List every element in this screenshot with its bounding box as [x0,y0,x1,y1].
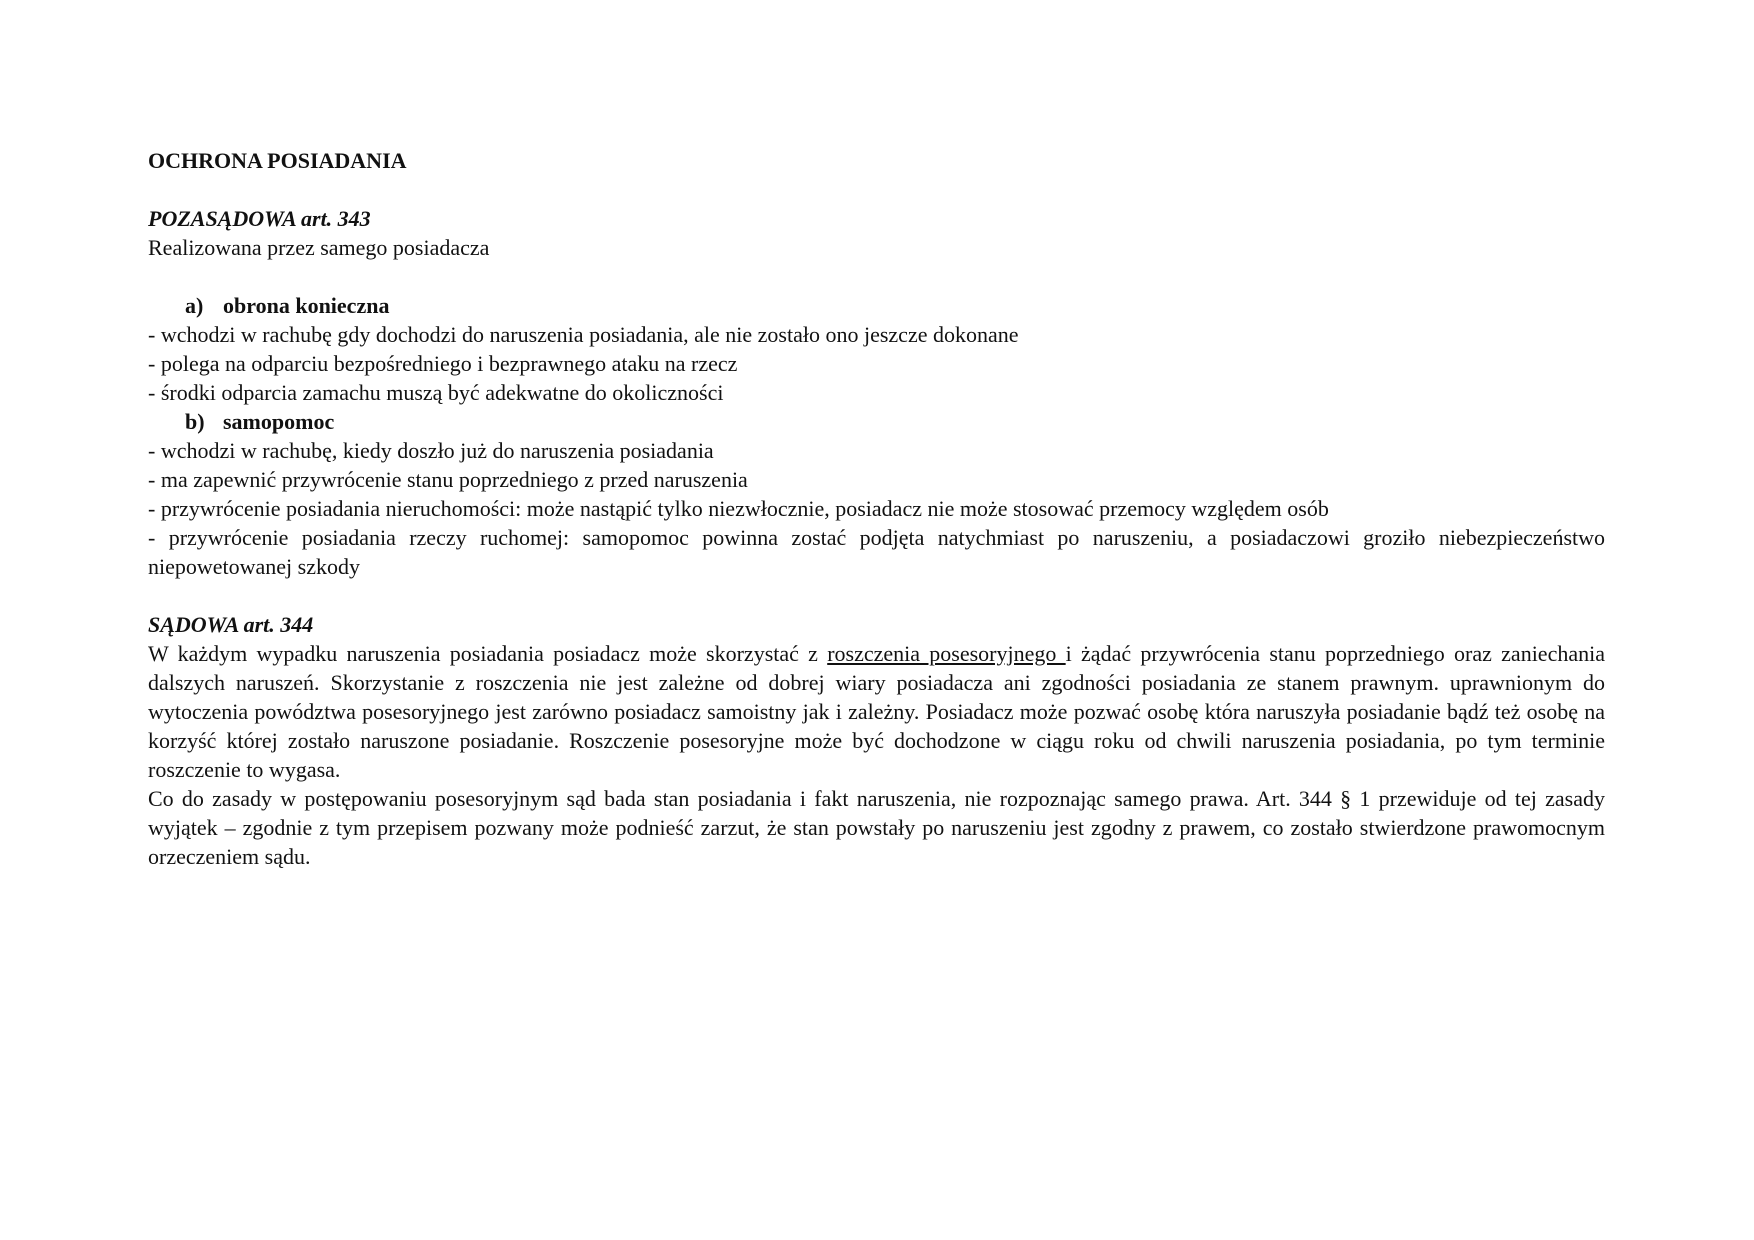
paragraph-text: i żądać przywrócenia stanu poprzedniego oraz zaniechania dalszych naruszeń. Skorzystanie z roszczenia nie jest zależne od dobrej wiary posiadacza ani zgodności posiadania ze stanem prawnym. uprawnionym do wytoczenia powództwa posesoryjnego jest zarówno posiadacz samoistny jak i zależny. Posiadacz może pozwać osobę która naruszyła posiadanie bądź też osobę na korzyść której zostało naruszone posiadanie. Roszczenie posesoryjne może być dochodzone w ciągu roku od chwili naruszenia posiadania, po tym terminie roszczenie to wygasa. [148,641,1605,782]
list-marker: a) [185,293,204,318]
spacer [148,262,1605,291]
subheading-label: obrona konieczna [223,293,390,318]
subheading-samopomoc [148,407,1605,436]
paragraph-sadowa-1 [148,639,1605,784]
list-item: - przywrócenie posiadania nieruchomości: może nastąpić tylko niezwłocznie, posiadacz nie może stosować przemocy względem osób [148,496,1329,521]
list-item: - przywrócenie posiadania rzeczy ruchomej: samopomoc powinna zostać podjęta natychmiast po naruszeniu, a posiadaczowi groziło niebezpieczeństwo niepowetowanej szkody [148,525,1605,579]
list-item: - ma zapewnić przywrócenie stanu poprzedniego z przed naruszenia [148,467,748,492]
section-intro: Realizowana przez samego posiadacza [148,235,490,260]
list-item: - polega na odparciu bezpośredniego i bezprawnego ataku na rzecz [148,351,738,376]
list-item: - środki odparcia zamachu muszą być adekwatne do okoliczności [148,380,724,405]
subheading-obrona-konieczna [148,291,1605,320]
section-heading-sadowa: SĄDOWA art. 344 [148,612,314,637]
list-marker: b) [185,409,205,434]
list-item: - wchodzi w rachubę, kiedy doszło już do naruszenia posiadania [148,438,714,463]
document-body [148,146,1605,871]
paragraph-sadowa-2: Co do zasady w postępowaniu posesoryjnym sąd bada stan posiadania i fakt naruszenia, nie rozpoznając samego prawa. Art. 344 § 1 przewiduje od tej zasady wyjątek – zgodnie z tym przepisem pozwany może podnieść zarzut, że stan powstały po naruszeniu jest zgodny z prawem, co zostało stwierdzone prawomocnym orzeczeniem sądu. [148,786,1605,869]
spacer [148,175,1605,204]
spacer [148,581,1605,610]
list-item: - wchodzi w rachubę gdy dochodzi do naruszenia posiadania, ale nie zostało ono jeszcze dokonane [148,322,1019,347]
document-title: OCHRONA POSIADANIA [148,148,407,173]
underlined-term: roszczenia posesoryjnego [827,641,1066,666]
subheading-label: samopomoc [223,409,335,434]
paragraph-text: W każdym wypadku naruszenia posiadania posiadacz może skorzystać z [148,641,828,666]
section-heading-pozasadowa: POZASĄDOWA art. 343 [148,206,371,231]
